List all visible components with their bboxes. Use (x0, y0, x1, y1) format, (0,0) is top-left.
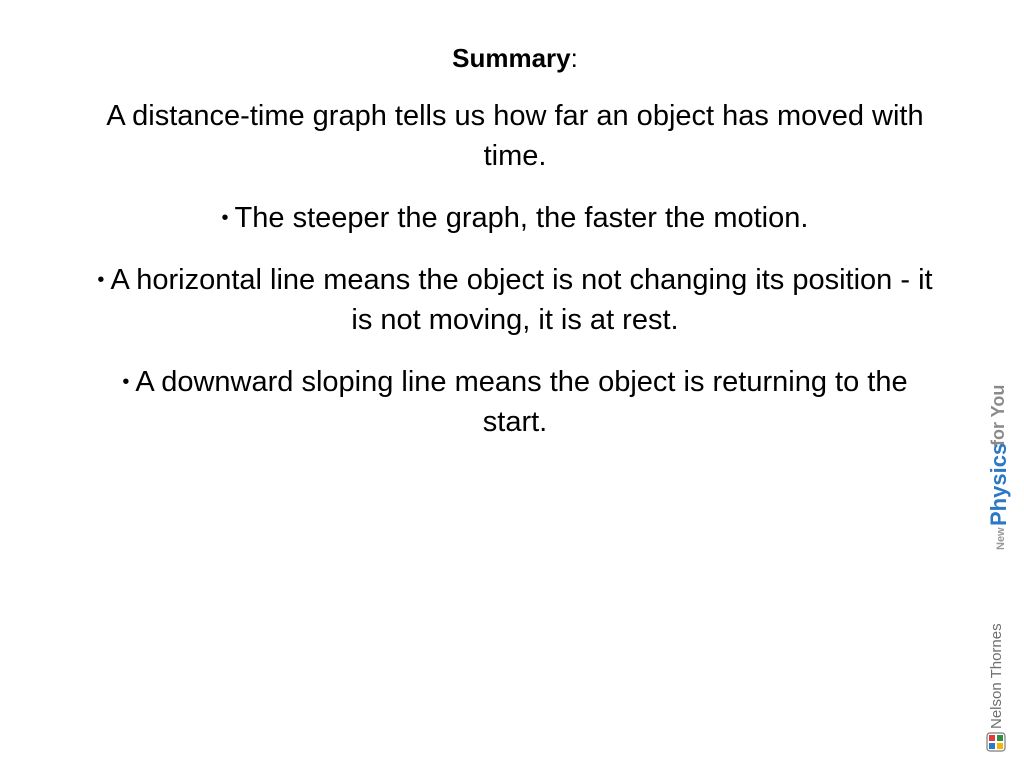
publisher-logo (976, 605, 1016, 755)
summary-title-word: Summary (452, 43, 571, 73)
summary-intro: A distance-time graph tells us how far an object has moved with time. (106, 100, 924, 172)
series-name-physics: Physics (986, 442, 1011, 526)
summary-title-colon: : (570, 43, 578, 73)
branding-column (976, 360, 1016, 760)
summary-content (90, 40, 940, 464)
summary-title (90, 40, 940, 76)
bullet-text: A horizontal line means the object is not changing its position - it is not moving, it is at rest. (110, 264, 933, 336)
bullet-marker: • (122, 371, 130, 393)
publisher-name: Nelson Thornes (988, 623, 1005, 729)
bullet-text: The steeper the graph, the faster the motion. (234, 202, 809, 234)
bullet-marker: • (97, 269, 105, 291)
series-prefix: New (995, 527, 1007, 550)
series-name-for-you: for You (988, 384, 1008, 446)
series-logo (976, 360, 1016, 560)
publisher-mark-icon (987, 733, 1005, 751)
bullet-item (90, 260, 940, 340)
bullet-marker: • (221, 207, 229, 229)
bullet-item (90, 198, 940, 238)
bullet-text: A downward sloping line means the object is returning to the start. (135, 366, 908, 438)
bullet-item (90, 362, 940, 442)
